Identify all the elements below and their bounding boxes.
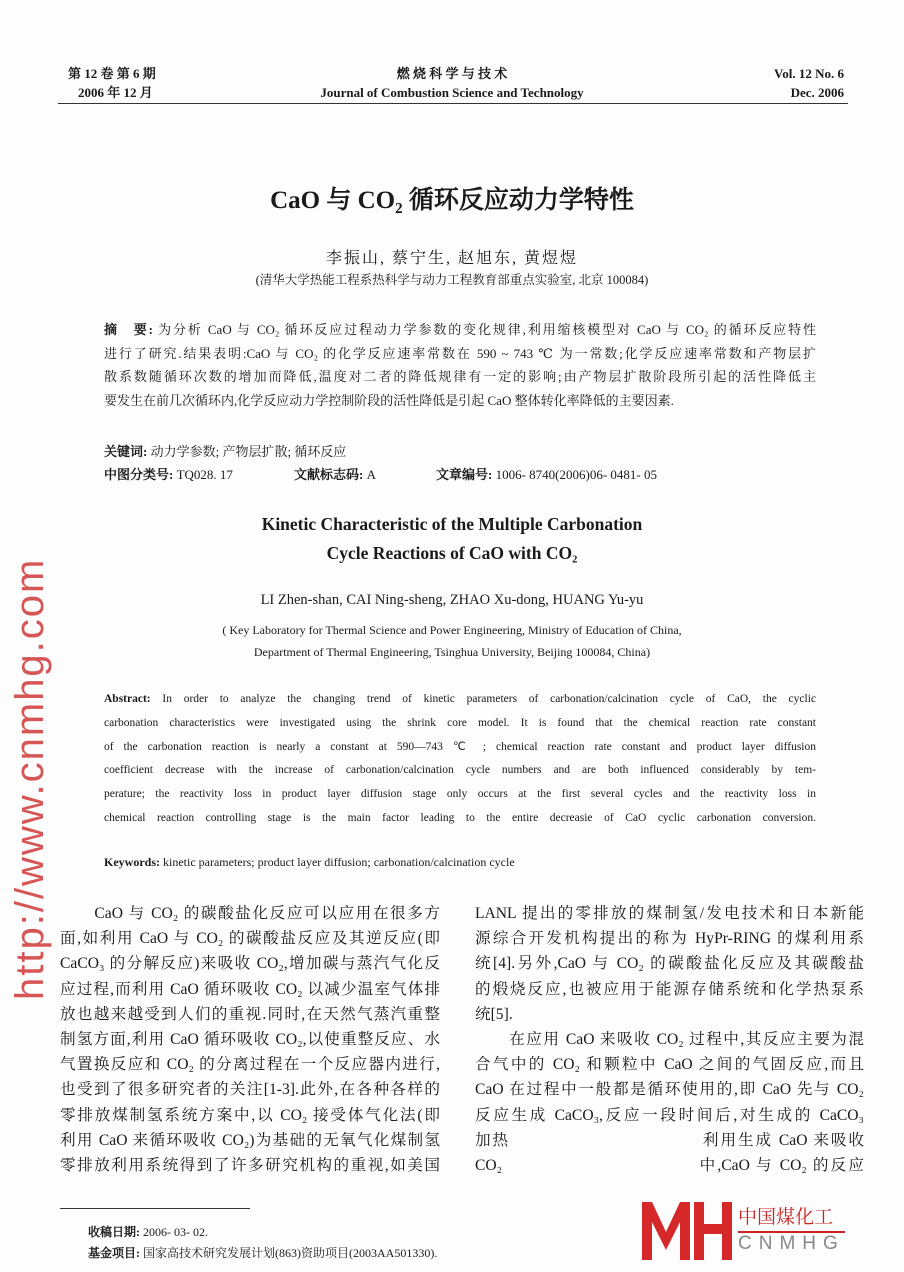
footnote-rule (60, 1208, 250, 1209)
footnote-label: 收稿日期: (88, 1225, 140, 1239)
abstract-en-line: coefficient decrease with the increase of carbonation/calcination cycle numbers and are both influenced considerably by tem- (104, 764, 816, 777)
clc-value: TQ028. 17 (176, 467, 233, 482)
body-line: 反应生成 CaCO₃,反应一段时间后,对生成的 CaCO₃ (475, 1106, 864, 1124)
date-en: Dec. 2006 (790, 85, 844, 100)
title-en-line: Kinetic Characteristic of the Multiple Carbonation (261, 514, 643, 534)
header-center (250, 64, 654, 102)
volume-cn: 第 12 卷 第 6 期 (68, 66, 156, 81)
keywords-en-label: Keywords: (104, 855, 160, 869)
doc-code-label: 文献标志码: (294, 467, 364, 482)
keywords-en-value: kinetic parameters; product layer diffusion; carbonation/calcination cycle (163, 855, 515, 869)
body-line: CO₂ 中,CaO 与 CO₂ 的反应 (475, 1157, 864, 1175)
logo-mh-icon (640, 1200, 732, 1262)
footnotes (88, 1222, 437, 1264)
abstract-en (104, 688, 816, 831)
clc-label: 中图分类号: (104, 467, 174, 482)
header-left (68, 64, 156, 102)
header-right (774, 64, 844, 102)
authors-en: LI Zhen-shan, CAI Ning-sheng, ZHAO Xu-dong, HUANG Yu-yu (260, 592, 644, 608)
body-line: CaCO₃ 的分解反应)来吸收 CO₂,增加碳与蒸汽气化反 (60, 955, 440, 973)
affiliation-en-line: Department of Thermal Engineering, Tsinghua University, Beijing 100084, China) (253, 645, 651, 659)
logo-cn: 中国煤化工 (738, 1202, 845, 1233)
volume-en: Vol. 12 No. 6 (774, 66, 844, 81)
body-line: 合气中的 CO₂ 和颗粒中 CaO 之间的气固反应,而且 (475, 1056, 864, 1074)
body-line: LANL 提出的零排放的煤制氢/发电技术和日本新能 (475, 905, 864, 922)
doc-code-value: A (366, 467, 376, 482)
abstract-en-label: Abstract: (104, 693, 151, 705)
abstract-cn-line: 要发生在前几次循环内,化学反应动力学控制阶段的活性降低是引起 CaO 整体转化率降低的主要因素. (104, 392, 674, 408)
body-line: CaO 与 CO₂ 的碳酸盐化反应可以应用在很多方 (60, 905, 440, 922)
body-line: 统[5]. (475, 1005, 513, 1023)
body-line: 在应用 CaO 来吸收 CO₂ 过程中,其反应主要为混 (475, 1031, 864, 1049)
affiliation-cn: (清华大学热能工程系热科学与动力工程教育部重点实验室, 北京 100084) (255, 273, 649, 287)
body-line: 源综合开发机构提出的称为 HyPr-RING 的煤利用系 (475, 930, 864, 948)
keywords-cn: 动力学参数; 产物层扩散; 循环反应 (150, 444, 347, 459)
body-line: 也受到了很多研究者的关注[1-3].此外,在各种各样的 (60, 1081, 440, 1099)
affiliation-en (0, 619, 904, 663)
abstract-en-line: carbonation characteristics were investigated using the shrink core model. It is found that the chemical reaction rate constant (104, 716, 816, 729)
footnote-value: 2006- 03- 02. (143, 1225, 208, 1239)
keywords-cn-label: 关键词: (104, 444, 148, 459)
footnote-label: 基金项目: (88, 1246, 140, 1260)
keywords-en (104, 855, 515, 870)
body-line: 利用 CaO 来循环吸收 CO₂)为基础的无氧气化煤制氢 (60, 1131, 440, 1149)
title-en-line: Cycle Reactions of CaO with CO₂ (326, 543, 578, 563)
abstract-cn-line: 为分析 CaO 与 CO₂ 循环反应过程动力学参数的变化规律,利用缩核模型对 CaO 与 CO₂ 的循环反应特性 (158, 322, 816, 337)
meta-block (104, 440, 657, 486)
cnmhg-logo-text (738, 1202, 845, 1255)
body-line: CaO 在过程中一般都是循环使用的,即 CaO 先与 CO₂ (475, 1081, 864, 1099)
abstract-en-line: In order to analyze the changing trend of kinetic parameters of carbonation/calcination cycle of CaO, the cyclic (162, 693, 816, 705)
body-line: 零排放煤制氢系统方案中,以 CO₂ 接受体气化法(即 (60, 1106, 440, 1124)
abstract-en-line: perature; the reactivity loss in product layer diffusion stage only occurs at the first several cycles and the reactivity loss in (104, 788, 816, 801)
body-line: 统[4].另外,CaO 与 CO₂ 的碳酸盐化反应及其碳酸盐 (475, 955, 864, 973)
date-cn: 2006 年 12 月 (78, 85, 153, 100)
cnmhg-logo (640, 1200, 732, 1262)
url-watermark: http://www.cnmhg.com (8, 557, 52, 1000)
body-line: 气置换反应和 CO₂ 的分离过程在一个反应器内进行, (60, 1056, 440, 1074)
article-no-label: 文章编号: (436, 467, 493, 482)
journal-en: Journal of Combustion Science and Technology (320, 85, 584, 100)
article-no-value: 1006- 8740(2006)06- 0481- 05 (495, 467, 657, 482)
abstract-cn (104, 318, 816, 412)
logo-en: CNMHG (738, 1233, 845, 1254)
journal-cn: 燃 烧 科 学 与 技 术 (396, 66, 508, 81)
title-cn: CaO 与 CO₂ 循环反应动力学特性 (270, 187, 634, 214)
abstract-cn-label: 摘 要: (104, 322, 153, 337)
abstract-cn-line: 进行了研究.结果表明:CaO 与 CO₂ 的化学反应速率常数在 590 ~ 743 ℃ 为一常数;化学反应速率常数和产物层扩 (104, 345, 816, 361)
body-right-column (475, 901, 864, 1178)
body-line: 面,如利用 CaO 与 CO₂ 的碳酸盐反应及其逆反应(即 (60, 930, 440, 948)
footnote-value: 国家高技术研究发展计划(863)资助项目(2003AA501330). (143, 1246, 438, 1260)
authors-cn: 李振山, 蔡宁生, 赵旭东, 黄煜煜 (325, 250, 578, 267)
affiliation-en-line: ( Key Laboratory for Thermal Science and Power Engineering, Ministry of Education of China, (222, 623, 682, 637)
body-line: 零排放利用系统得到了许多研究机构的重视,如美国 (60, 1157, 440, 1175)
body-line: 放也越来越受到人们的重视.同时,在天然气蒸汽重整 (60, 1005, 440, 1023)
body-line: 制氢方面,利用 CaO 循环吸收 CO₂,以使重整反应、水 (60, 1031, 440, 1049)
abstract-en-line: of the carbonation reaction is nearly a constant at 590—743 ℃ ; chemical reaction rate constant and product layer diffusion (104, 740, 816, 753)
body-line: 应过程,而利用 CaO 循环吸收 CO₂ 以减少温室气体排 (60, 980, 440, 998)
header-rule (58, 103, 848, 104)
title-en (0, 510, 904, 568)
body-line: 加热 利用生成 CaO 来吸收 (475, 1131, 864, 1149)
body-left-column (60, 901, 440, 1178)
abstract-cn-line: 散系数随循环次数的增加而降低,温度对二者的降低规律有一定的影响;由产物层扩散阶段所引起的活性降低主 (104, 369, 816, 384)
abstract-en-line: chemical reaction controlling stage is the main factor leading to the entire decreasie of CaO cyclic carbonation conversion. (104, 811, 816, 824)
body-line: 的煅烧反应,也被应用于能源存储系统和化学热泵系 (475, 980, 864, 998)
